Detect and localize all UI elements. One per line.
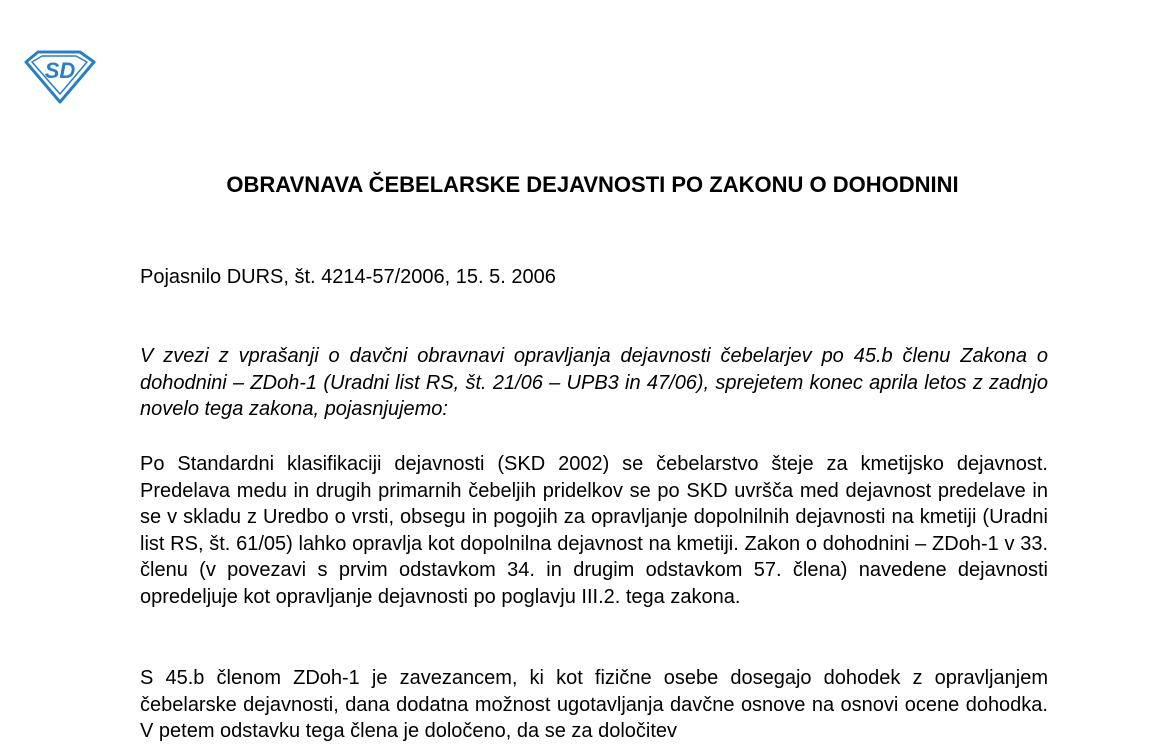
- document-title: OBRAVNAVA ČEBELARSKE DEJAVNOSTI PO ZAKONU O DOHODNINI: [226, 172, 959, 197]
- sd-shield-logo-icon: [22, 48, 96, 104]
- document-subtitle: Pojasnilo DURS, št. 4214-57/2006, 15. 5. 2006: [140, 266, 556, 288]
- body-paragraph-45b: S 45.b členom ZDoh-1 je zavezancem, ki kot fizične osebe dosegajo dohodek z opravljanjem čebelarske dejavnosti, dana dodatna možnost ugotavljanja davčne osnove na osnovi ocene dohodka. V petem odstavku tega člena je določeno, da se za določitev: [140, 667, 1048, 742]
- intro-paragraph: V zvezi z vprašanji o davčni obravnavi opravljanja dejavnosti čebelarjev po 45.b členu Zakona o dohodnini – ZDoh-1 (Uradni list RS, št. 21/06 – UPB3 in 47/06), sprejetem konec aprila letos z zadnjo novelo tega zakona, pojasnjujemo:: [140, 345, 1048, 420]
- logo-text: SD: [44, 58, 76, 83]
- logo: [22, 48, 96, 104]
- body-paragraph-skd: Po Standardni klasifikaciji dejavnosti (SKD 2002) se čebelarstvo šteje za kmetijsko dejavnost. Predelava medu in drugih primarnih čebeljih pridelkov se po SKD uvršča med dejavnost predelave in se v skladu z Uredbo o vrsti, obsegu in pogojih za opravljanje dopolnilnih dejavnosti na kmetiji (Uradni list RS, št. 61/05) lahko opravlja kot dopolnilna dejavnost na kmetiji. Zakon o dohodnini – ZDoh-1 v 33. členu (v povezavi s prvim odstavkom 34. in drugim odstavkom 57. člena) navedene dejavnosti opredeljuje kot opravljanje dejavnosti po poglavju III.2. tega zakona.: [140, 453, 1048, 608]
